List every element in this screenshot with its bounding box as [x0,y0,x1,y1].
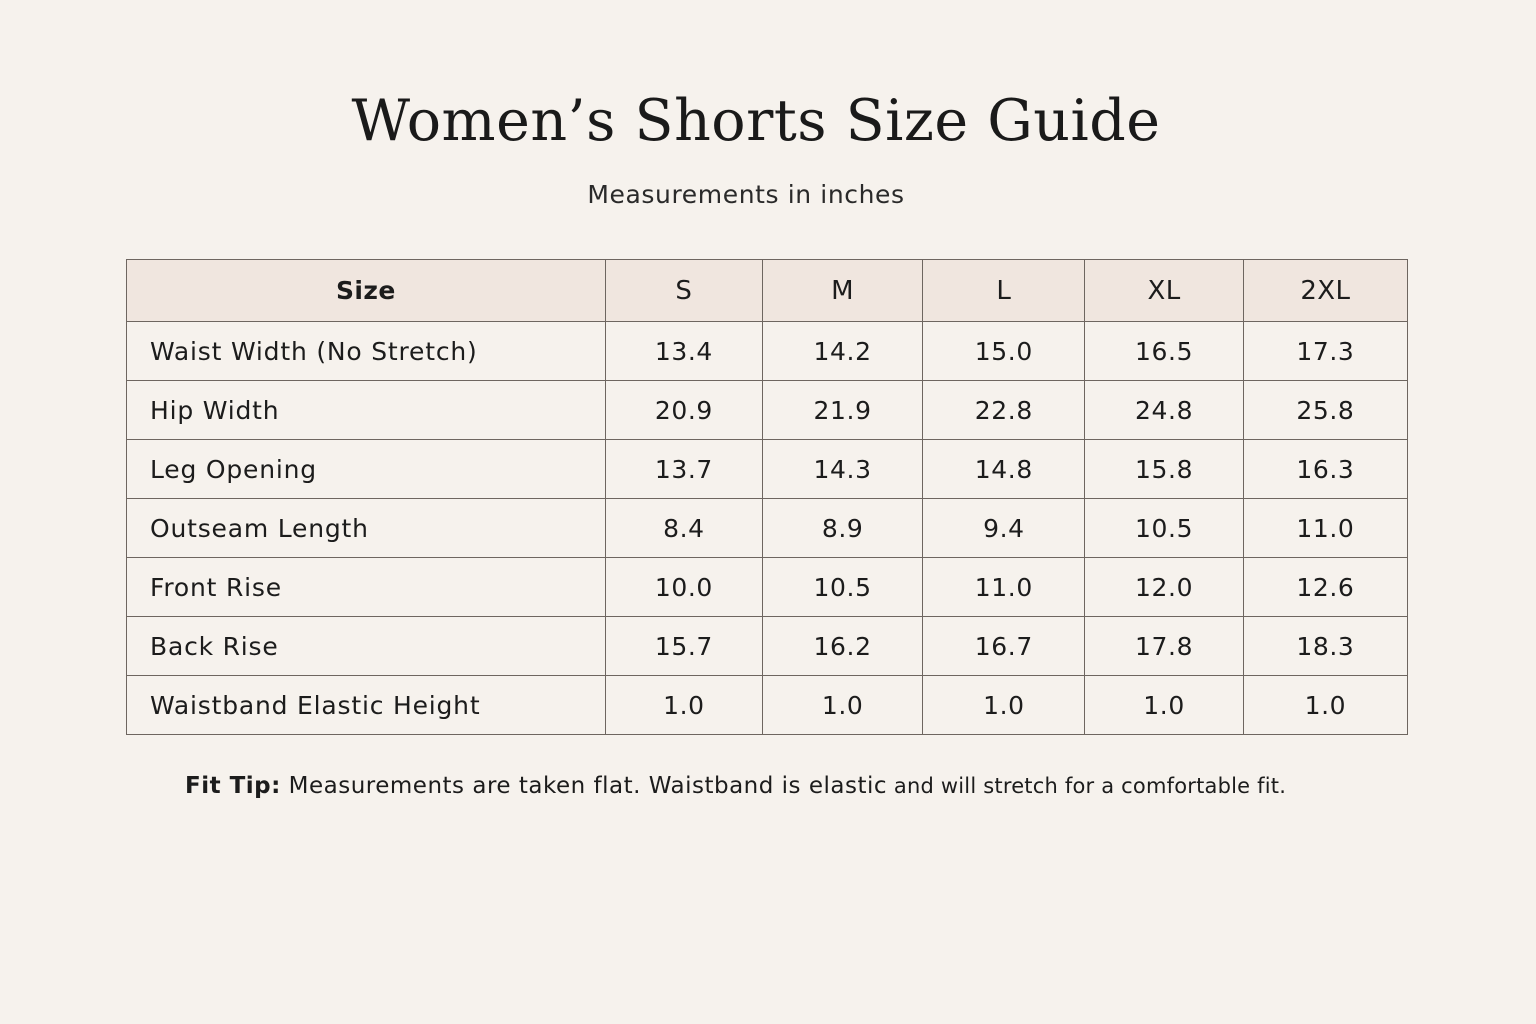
table-cell: 13.7 [605,440,762,499]
table-body [127,322,1408,735]
table-cell: 12.6 [1243,558,1407,617]
fit-tip-text-small: and will stretch for a comfortable fit. [887,774,1287,798]
row-label: Waist Width (No Stretch) [127,322,606,381]
table-row [127,322,1408,381]
table-cell: 24.8 [1085,381,1243,440]
fit-tip-text: Measurements are taken flat. Waistband is elastic [280,773,888,799]
table-cell: 1.0 [1085,676,1243,735]
page-title: Women’s Shorts Size Guide [351,88,1161,154]
table-cell: 16.7 [923,617,1085,676]
table-cell: 11.0 [1243,499,1407,558]
row-label: Leg Opening [127,440,606,499]
table-cell: 18.3 [1243,617,1407,676]
table-cell: 14.2 [762,322,922,381]
table-cell: 16.3 [1243,440,1407,499]
table-cell: 1.0 [762,676,922,735]
table-row [127,381,1408,440]
table-cell: 15.0 [923,322,1085,381]
table-cell: 20.9 [605,381,762,440]
header-cell-2xl: 2XL [1243,260,1407,322]
table-cell: 10.5 [1085,499,1243,558]
table-cell: 13.4 [605,322,762,381]
table-cell: 12.0 [1085,558,1243,617]
size-chart-table [126,259,1408,735]
table-cell: 25.8 [1243,381,1407,440]
row-label: Back Rise [127,617,606,676]
row-label: Outseam Length [127,499,606,558]
table-cell: 17.8 [1085,617,1243,676]
fit-tip-label: Fit Tip: [185,773,281,799]
row-label: Hip Width [127,381,606,440]
table-header [127,260,1408,322]
table-cell: 22.8 [923,381,1085,440]
table-row [127,558,1408,617]
table-cell: 10.0 [605,558,762,617]
header-cell-size: Size [127,260,606,322]
table-cell: 14.8 [923,440,1085,499]
table-cell: 9.4 [923,499,1085,558]
table-row [127,676,1408,735]
header-cell-xl: XL [1085,260,1243,322]
row-label: Front Rise [127,558,606,617]
page-subtitle: Measurements in inches [587,180,905,209]
table-row [127,499,1408,558]
header-row [127,260,1408,322]
table-cell: 14.3 [762,440,922,499]
table-cell: 10.5 [762,558,922,617]
table-cell: 17.3 [1243,322,1407,381]
header-cell-l: L [923,260,1085,322]
table-cell: 1.0 [1243,676,1407,735]
table-row [127,440,1408,499]
table-cell: 1.0 [605,676,762,735]
table-cell: 1.0 [923,676,1085,735]
table-row [127,617,1408,676]
table-cell: 15.7 [605,617,762,676]
table-cell: 16.5 [1085,322,1243,381]
table-cell: 8.9 [762,499,922,558]
table-cell: 15.8 [1085,440,1243,499]
header-cell-m: M [762,260,922,322]
table-cell: 8.4 [605,499,762,558]
table-cell: 11.0 [923,558,1085,617]
header-cell-s: S [605,260,762,322]
row-label: Waistband Elastic Height [127,676,606,735]
table-cell: 21.9 [762,381,922,440]
table-cell: 16.2 [762,617,922,676]
fit-tip-note [185,773,1485,799]
